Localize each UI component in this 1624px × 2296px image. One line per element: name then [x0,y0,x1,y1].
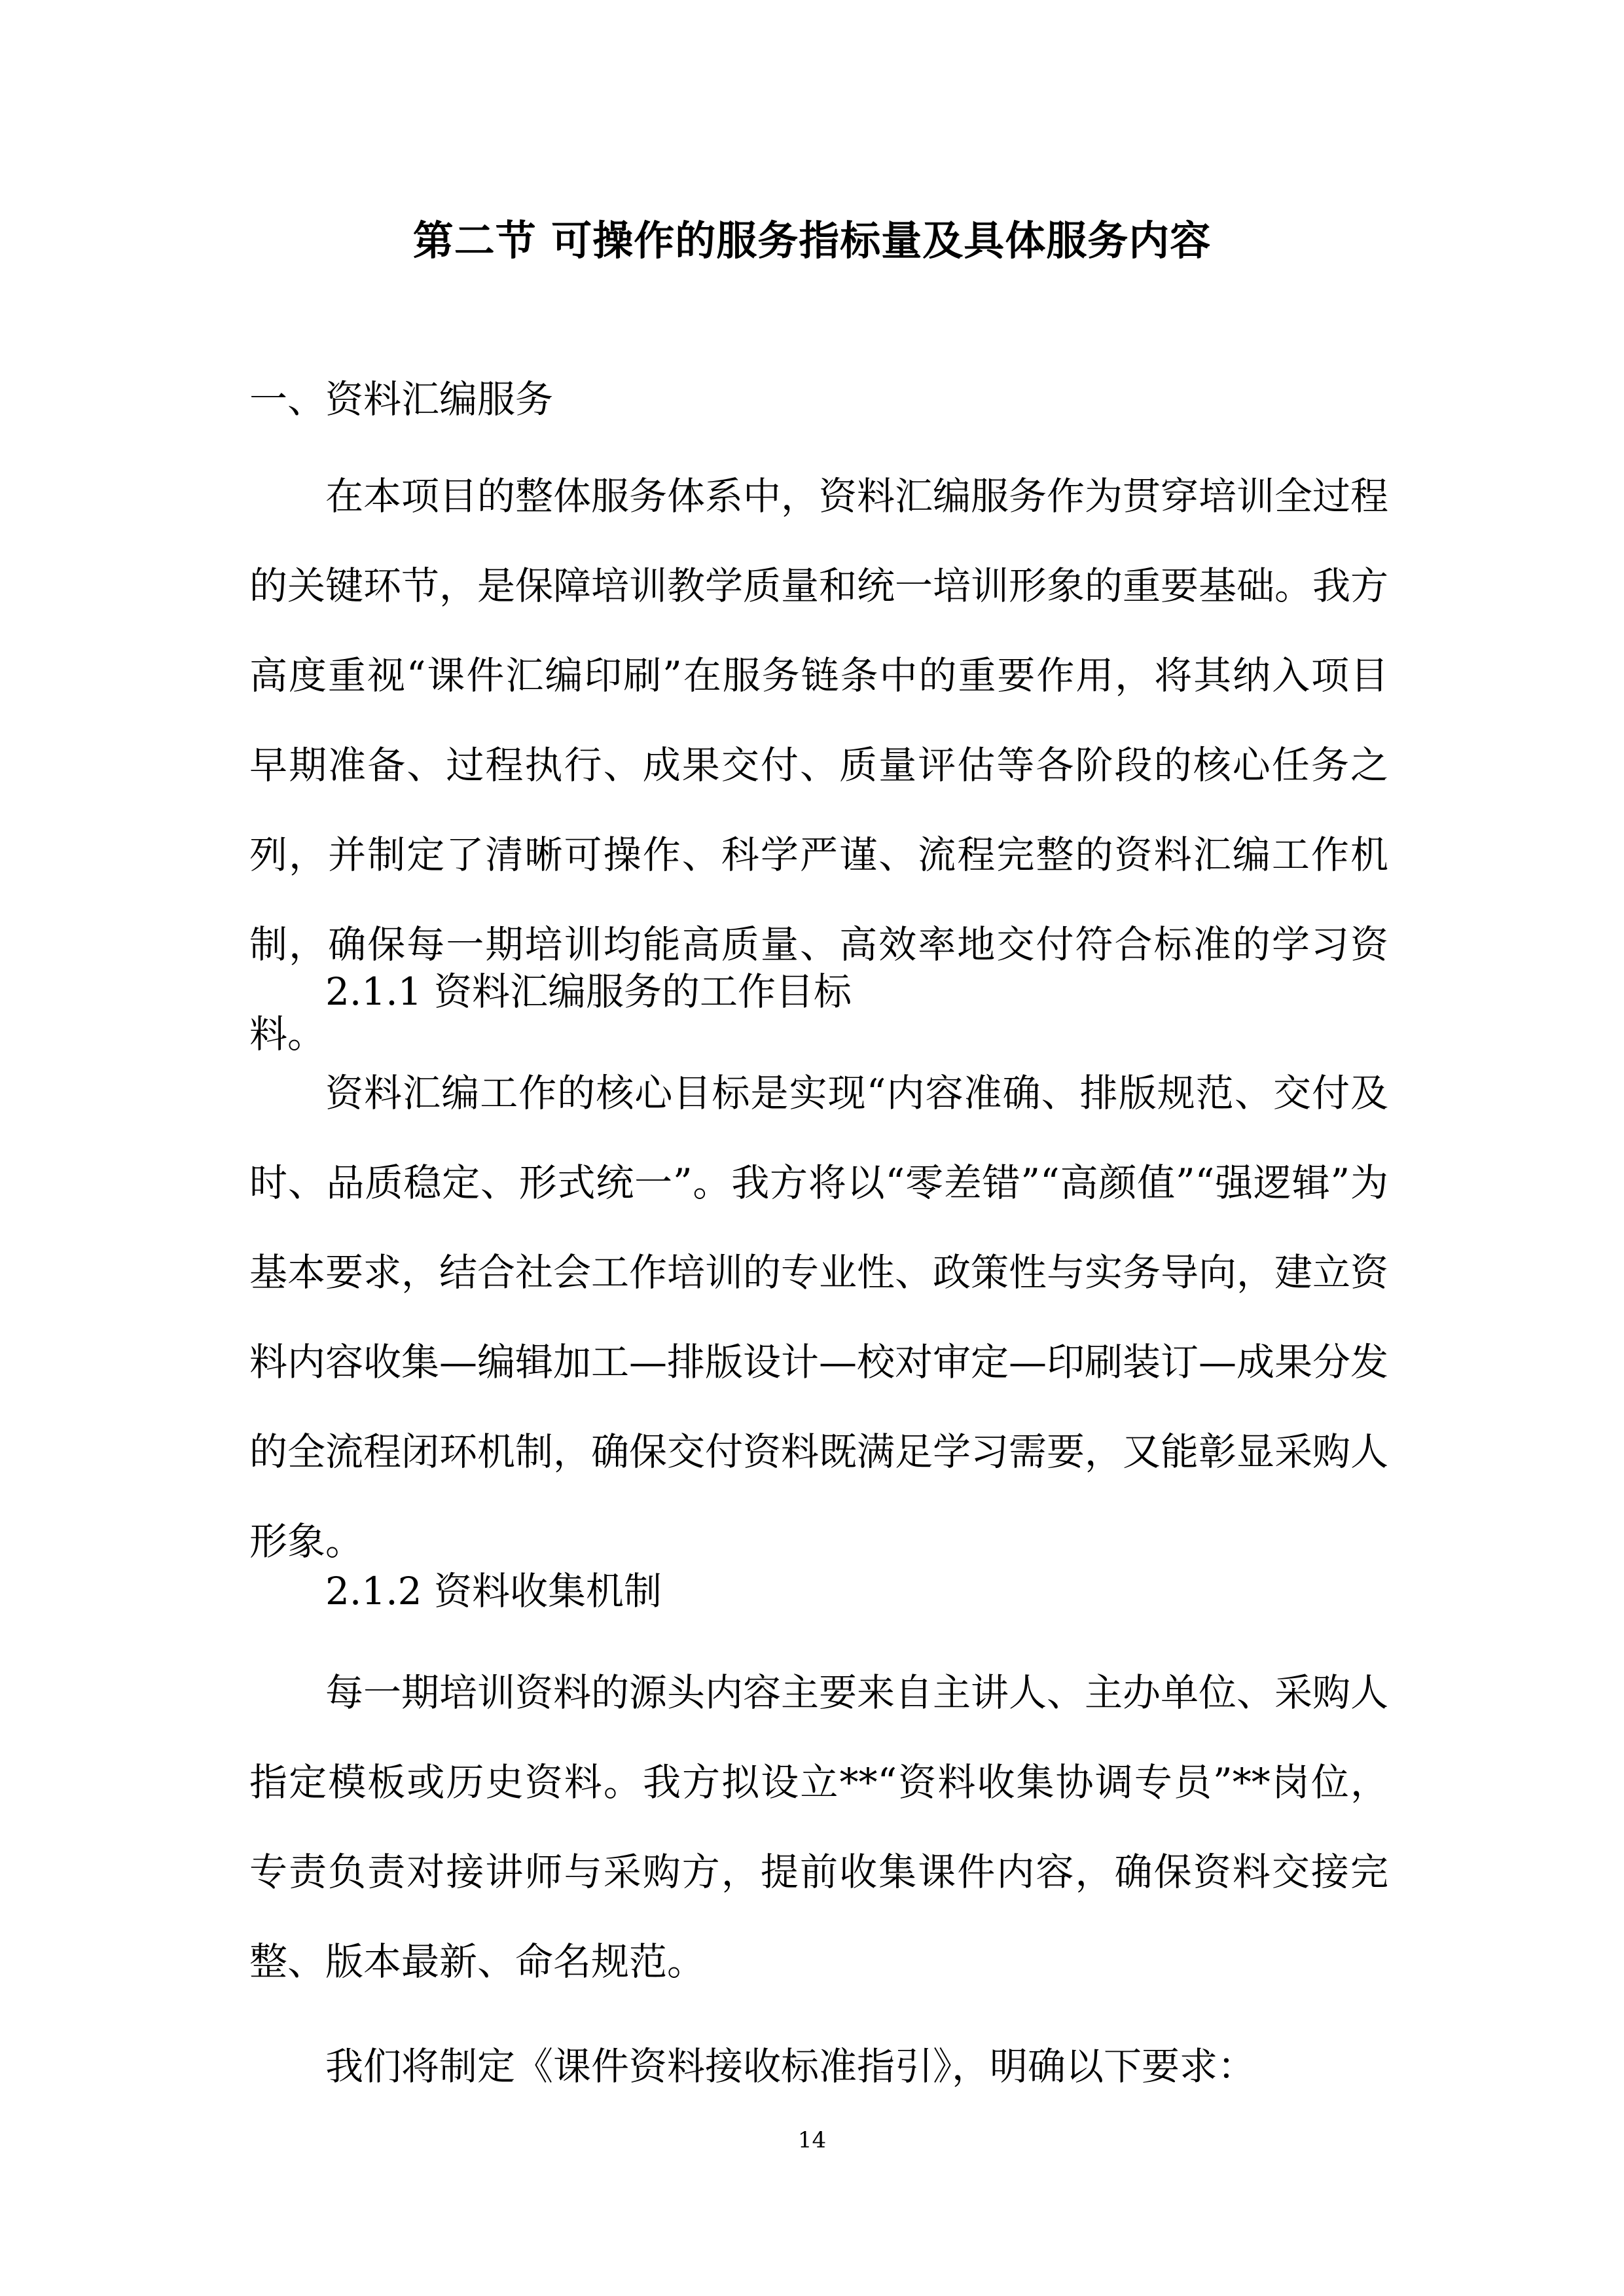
paragraph-2: 资料汇编工作的核心目标是实现“内容准确、排版规范、交付及时、品质稳定、形式统一”。我方将以“零差错”“高颜值”“强逻辑”为基本要求，结合社会工作培训的专业性、政策性与实务导向，建立资料内容收集—编辑加工—排版设计—校对审定—印刷装订—成果分发的全流程闭环机制，确保交付资料既满足学习需要，又能彰显采购人形象。 [249,1071,1389,1564]
subheading-2-1-2: 2.1.2 资料收集机制 [325,1569,662,1613]
page-number: 14 [797,2127,827,2153]
paragraph-4: 我们将制定《课件资料接收标准指引》，明确以下要求： [325,2044,1256,2089]
subheading-2-1-1: 2.1.1 资料汇编服务的工作目标 [325,969,852,1014]
section-heading: 一、资料汇编服务 [249,377,554,422]
page-title: 第二节 可操作的服务指标量及具体服务内容 [412,217,1212,264]
paragraph-3: 每一期培训资料的源头内容主要来自主讲人、主办单位、采购人指定模板或历史资料。我方拟设立**“资料收集协调专员”**岗位，专责负责对接讲师与采购方，提前收集课件内容，确保资料交接完整、版本最新、命名规范。 [249,1670,1389,1984]
paragraph-1: 在本项目的整体服务体系中，资料汇编服务作为贯穿培训全过程的关键环节，是保障培训教学质量和统一培训形象的重要基础。我方高度重视“课件汇编印刷”在服务链条中的重要作用，将其纳入项目早期准备、过程执行、成果交付、质量评估等各阶段的核心任务之列，并制定了清晰可操作、科学严谨、流程完整的资料汇编工作机制，确保每一期培训均能高质量、高效率地交付符合标准的学习资料。 [249,474,1389,1056]
